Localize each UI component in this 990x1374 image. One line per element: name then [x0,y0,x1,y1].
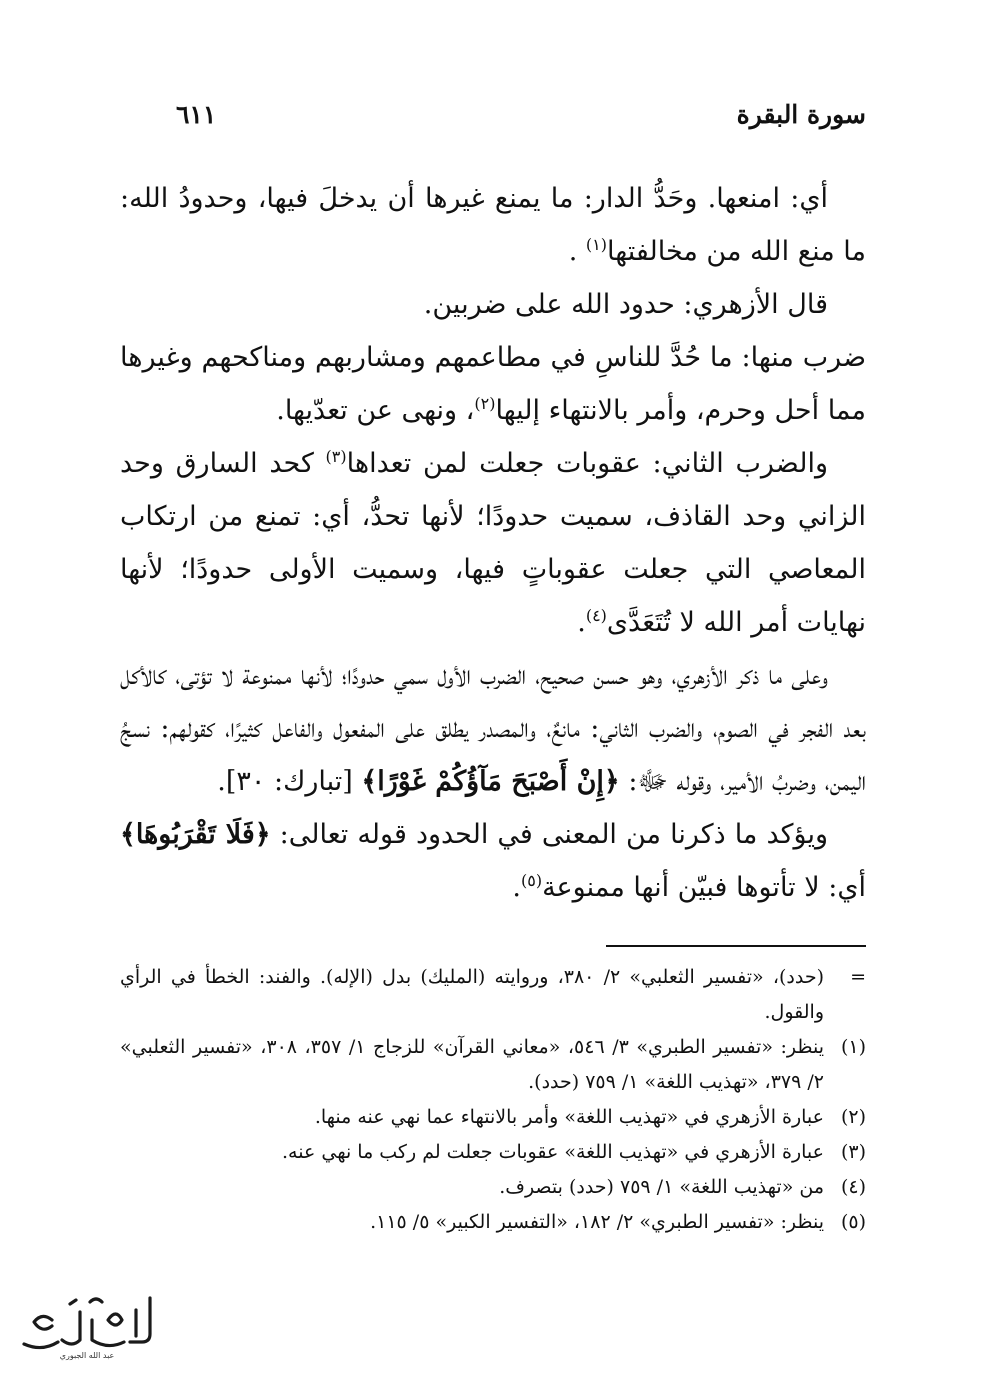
paragraph-text: وعلى ما ذكر الأزهري، وهو حسن صحيح، الضرب الأول سمي حدودًا؛ لأنها ممنوعة لا تؤتى، كالأكل بعد الفجر في الصوم، والضرب الثاني: مانعٌ، والمصدر يطلق على المفعول والفاعل كثيرًا، كقولهم: نسجُ اليمن، وضربُ الأمير، وقوله ﷻ: [120,660,866,797]
footnote-item [120,1100,866,1135]
footnote-marker: (١) [840,1036,866,1058]
footnote-item [120,960,866,1030]
paragraph-p3 [120,331,866,437]
footnote-ref[interactable]: (٢) [474,394,496,413]
paragraph-p6 [120,808,866,914]
footnote-marker: (٣) [840,1141,866,1163]
surah-title: سورة البقرة [736,100,866,129]
paragraph-text: . [577,607,586,638]
footnote-text: (حدد)، «تفسير الثعلبي» ٢/ ٣٨٠، وروايته (المليك) بدل (الإله). والفند: الخطأ في الرأي والقول. [120,966,824,1023]
quran-verse: ﴿إِنْ أَصْبَحَ مَآؤُكُمْ غَوْرًا﴾ [361,766,620,797]
footnote-marker: (٢) [840,1106,866,1128]
paragraph-p5 [120,649,866,808]
footnote-ref[interactable]: (٥) [520,871,543,890]
paragraph-text: قال الأزهري: حدود الله على ضربين. [423,289,828,320]
footnote-item [120,1205,866,1240]
footnote-text: من «تهذيب اللغة» ١/ ٧٥٩ (حدد) بتصرف. [499,1176,824,1198]
footnote-separator [606,945,866,947]
paragraph-text: أي: لا تأتوها فبيّن أنها ممنوعة [542,872,866,903]
footnote-ref[interactable]: (١) [585,235,608,254]
footnote-text: عبارة الأزهري في «تهذيب اللغة» عقوبات جعلت لم ركب ما نهي عنه. [282,1141,824,1163]
footnote-item [120,1170,866,1205]
footnote-ref[interactable]: (٤) [585,606,607,625]
footnote-text: ينظر: «تفسير الطبري» ٢/ ١٨٢، «التفسير الكبير» ٥/ ١١٥. [370,1211,824,1233]
footnotes [120,960,866,1240]
main-text [120,172,866,914]
paragraph-p2 [120,278,866,331]
paragraph-p4 [120,437,866,649]
paragraph-text: والضرب الثاني: عقوبات جعلت لمن تعداها [346,448,828,479]
footnote-item [120,1135,866,1170]
svg-text:عبد الله الجبوري: عبد الله الجبوري [59,1351,115,1360]
paragraph-text: . [568,236,586,267]
quran-verse: ﴿فَلَا تَقْرَبُوهَا﴾ [120,819,271,850]
page-header [176,100,866,140]
footnote-item [120,1030,866,1100]
paragraph-text: ضرب منها: ما حُدَّ للناسِ في مطاعمهم ومشاربهم ومناكحهم وغيرها مما أحل وحرم، وأمر بالانتهاء إليها [120,342,866,426]
paragraph-text: كحد السارق وحد الزاني وحد القاذف، سميت حدودًا؛ لأنها تحدُّ، أي: تمنع من ارتكاب المعاصي التي جعلت عقوباتٍ فيها، وسميت الأولى حدودًا؛ لأنها نهايات أمر الله لا تُتَعَدَّى [120,448,866,638]
footnote-text: ينظر: «تفسير الطبري» ٣/ ٥٤٦، «معاني القرآن» للزجاج ١/ ٣٥٧، ٣٠٨، «تفسير الثعلبي» ٢/ ٣٧٩، «تهذيب اللغة» ١/ ٧٥٩ (حدد). [120,1036,824,1093]
footnote-text: عبارة الأزهري في «تهذيب اللغة» وأمر بالانتهاء عما نهي عنه منها. [314,1106,824,1128]
footnote-marker: = [850,966,866,988]
paragraph-text: ويؤكد ما ذكرنا من المعنى في الحدود قوله تعالى: [270,819,828,850]
calligraphy-logo [12,1290,162,1362]
footnote-marker: (٤) [840,1176,866,1198]
paragraph-text: [تبارك: ٣٠]. [217,766,362,797]
page-number: ٦١١ [176,100,217,129]
footnote-ref[interactable]: (٣) [325,447,347,466]
paragraph-p1 [120,172,866,278]
paragraph-text: أي: امنعها. وحَدُّ الدار: ما يمنع غيرها أن يدخلَ فيها، وحدودُ الله: ما منع الله من مخالفتها [120,183,866,267]
paragraph-text: ، ونهى عن تعدّيها. [276,395,475,426]
paragraph-text: . [512,872,521,903]
footnote-marker: (٥) [840,1211,866,1233]
